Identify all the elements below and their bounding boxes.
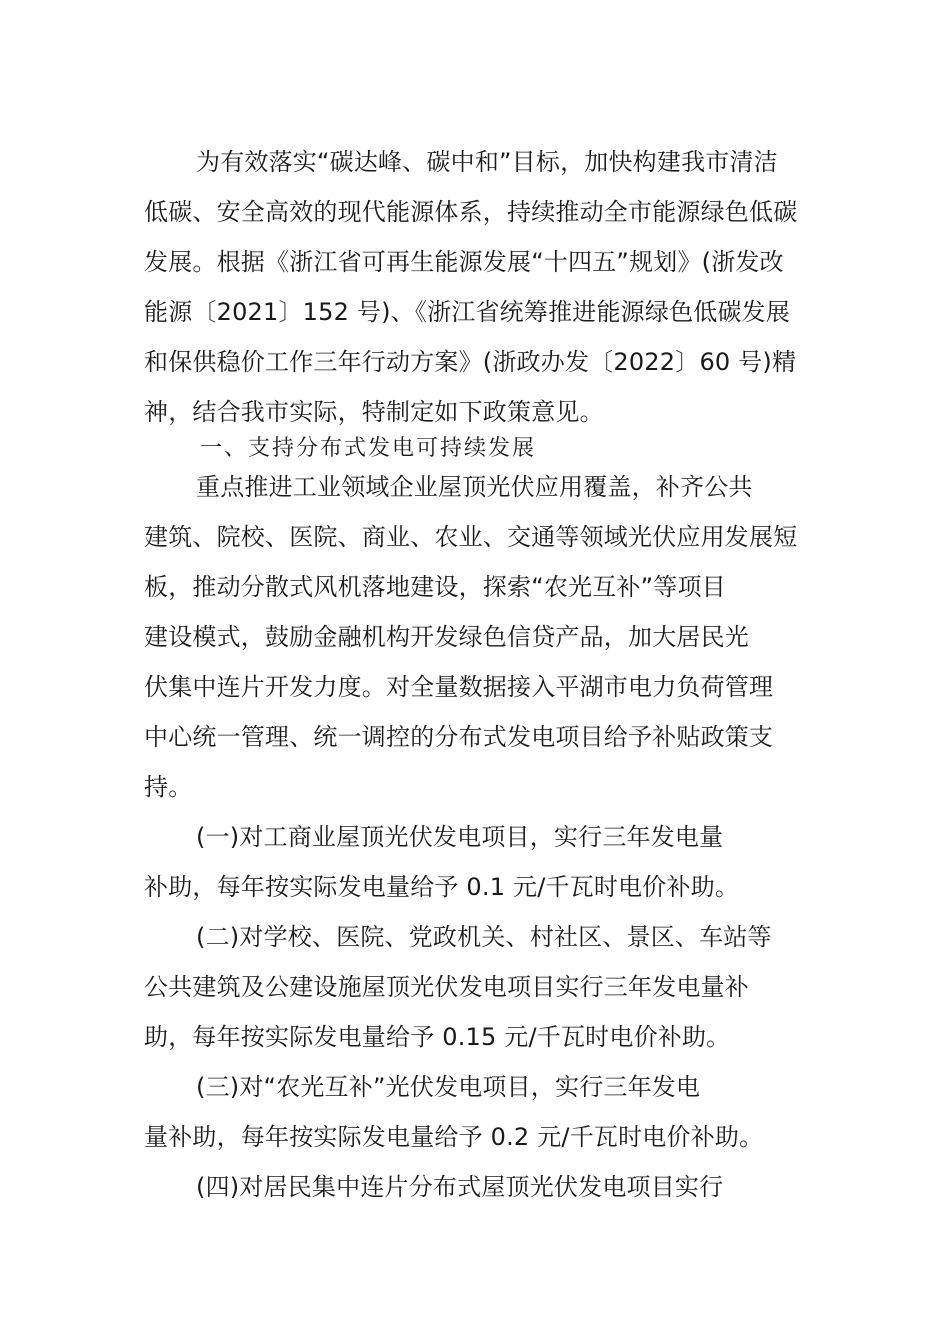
item-2-line-2: 公共建筑及公建设施屋顶光伏发电项目实行三年发电量补	[144, 973, 749, 1001]
section-body-line-1: 重点推进工业领域企业屋顶光伏应用覆盖，补齐公共	[196, 473, 753, 501]
item-2-line-3: 助，每年按实际发电量给予 0.15 元/千瓦时电价补助。	[144, 1023, 731, 1051]
section-body-line-4: 建设模式，鼓励金融机构开发绿色信贷产品，加大居民光	[144, 623, 749, 651]
section-heading: 一、支持分布式发电可持续发展	[200, 436, 537, 461]
item-1-line-2: 补助，每年按实际发电量给予 0.1 元/千瓦时电价补助。	[144, 873, 740, 901]
item-1-line-1: (一)对工商业屋顶光伏发电项目，实行三年发电量	[196, 823, 724, 851]
section-body-line-6: 中心统一管理、统一调控的分布式发电项目给予补贴政策支	[144, 723, 774, 751]
item-3-line-2: 量补助，每年按实际发电量给予 0.2 元/千瓦时电价补助。	[144, 1123, 764, 1151]
section-body-line-7: 持。	[144, 773, 193, 801]
intro-line-1: 为有效落实“碳达峰、碳中和”目标，加快构建我市清洁	[196, 148, 778, 176]
intro-line-3: 发展。根据《浙江省可再生能源发展“十四五”规划》(浙发改	[144, 248, 784, 276]
intro-line-4: 能源〔2021〕152 号)、《浙江省统筹推进能源绿色低碳发展	[144, 298, 791, 326]
section-body-line-3: 板，推动分散式风机落地建设，探索“农光互补”等项目	[144, 573, 726, 601]
intro-line-5: 和保供稳价工作三年行动方案》(浙政办发〔2022〕60 号)精	[144, 348, 797, 376]
intro-line-6: 神，结合我市实际，特制定如下政策意见。	[144, 398, 604, 426]
item-2-line-1: (二)对学校、医院、党政机关、村社区、景区、车站等	[196, 923, 772, 951]
section-body-line-2: 建筑、院校、医院、商业、农业、交通等领域光伏应用发展短	[144, 523, 798, 551]
section-body-line-5: 伏集中连片开发力度。对全量数据接入平湖市电力负荷管理	[144, 673, 774, 701]
intro-line-2: 低碳、安全高效的现代能源体系，持续推动全市能源绿色低碳	[144, 198, 798, 226]
item-3-line-1: (三)对“农光互补”光伏发电项目，实行三年发电	[196, 1073, 701, 1101]
item-4-line-1: (四)对居民集中连片分布式屋顶光伏发电项目实行	[196, 1173, 724, 1201]
